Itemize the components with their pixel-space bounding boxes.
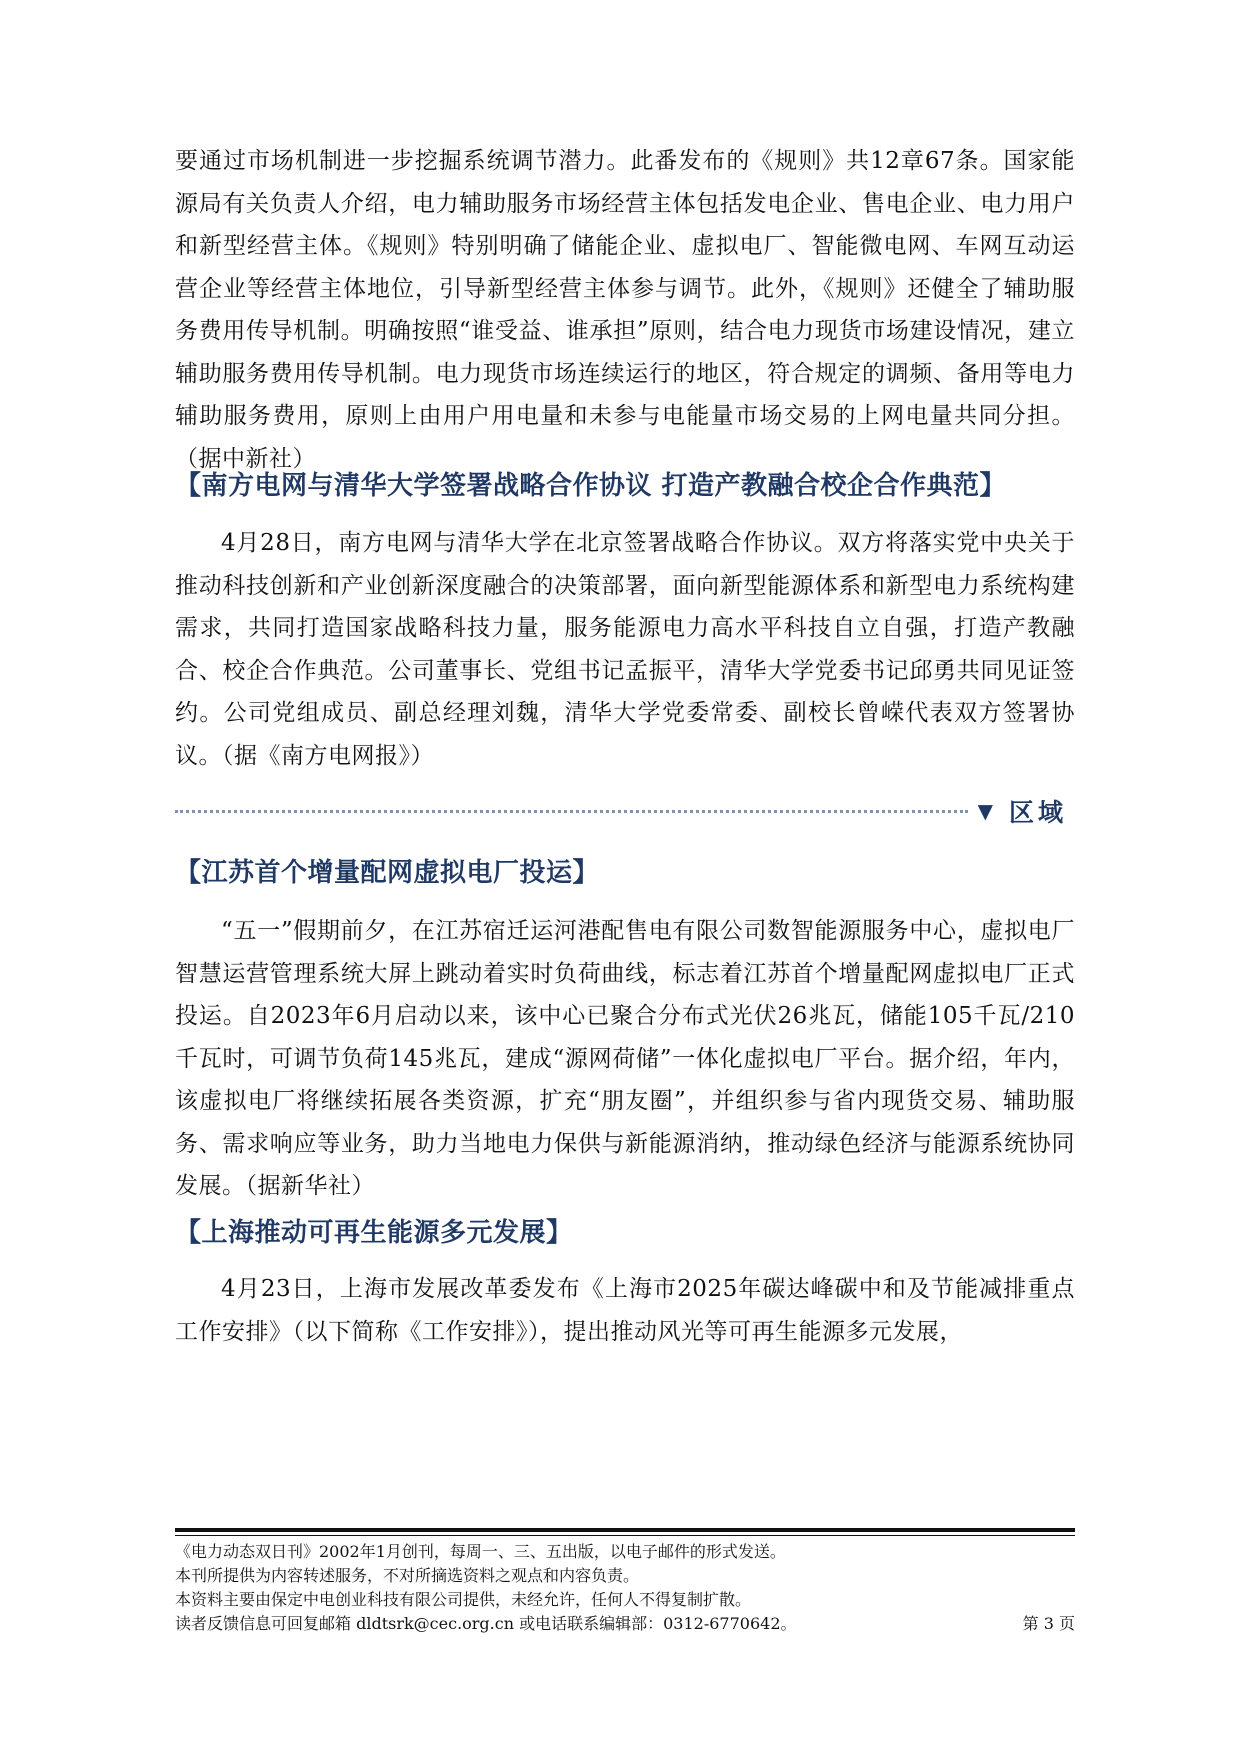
footer-last-row [175, 1612, 1075, 1636]
article-body-jiangsu-vpp: “五一”假期前夕，在江苏宿迁运河港配售电有限公司数智能源服务中心，虚拟电厂智慧运营管理系统大屏上跳动着实时负荷曲线，标志着江苏首个增量配网虚拟电厂正式投运。自2023年6月启动以来，该中心已聚合分布式光伏26兆瓦，储能105千瓦/210千瓦时，可调节负荷145兆瓦，建成“源网荷储”一体化虚拟电厂平台。据介绍，年内，该虚拟电厂将继续拓展各类资源，扩充“朋友圈”，并组织参与省内现货交易、辅助服务、需求响应等业务，助力当地电力保供与新能源消纳，推动绿色经济与能源系统协同发展。（据新华社） [175, 918, 1075, 1199]
footer-line-contact: 读者反馈信息可回复邮箱 dldtsrk@cec.org.cn 或电话联系编辑部：0312-6770642。 [175, 1614, 797, 1633]
footer-divider-thick [175, 1528, 1075, 1532]
article-body-csg-tsinghua: 4月28日，南方电网与清华大学在北京签署战略合作协议。双方将落实党中央关于推动科技创新和产业创新深度融合的决策部署，面向新型能源体系和新型电力系统构建需求，共同打造国家战略科技力量，服务能源电力高水平科技自立自强，打造产教融合、校企合作典范。公司董事长、党组书记孟振平，清华大学党委书记邱勇共同见证签约。公司党组成员、副总经理刘魏，清华大学党委常委、副校长曾嵘代表双方签署协议。（据《南方电网报》） [175, 530, 1075, 769]
section-label: 区域 [1008, 798, 1067, 827]
article-title-shanghai-renewable: 【上海推动可再生能源多元发展】 [175, 1218, 573, 1248]
dotted-rule [175, 810, 968, 813]
article-title-csg-tsinghua: 【南方电网与清华大学签署战略合作协议 打造产教融合校企合作典范】 [175, 471, 1007, 501]
section-divider-region [175, 794, 1075, 828]
footer-divider-thin [175, 1535, 1075, 1536]
footer-line-copyright: 本资料主要由保定中电创业科技有限公司提供，未经允许，任何人不得复制扩散。 [175, 1590, 752, 1609]
article-body-shanghai-renewable: 4月23日，上海市发展改革委发布《上海市2025年碳达峰碳中和及节能减排重点工作安排》（以下简称《工作安排》），提出推动风光等可再生能源多元发展， [175, 1276, 1075, 1345]
page-footer [175, 1540, 1075, 1636]
footer-line-publication: 《电力动态双日刊》2002年1月创刊，每周一、三、五出版，以电子邮件的形式发送。 [175, 1542, 786, 1561]
triangle-down-icon: ▼ [977, 799, 993, 823]
footer-line-disclaimer: 本刊所提供为内容转述服务，不对所摘选资料之观点和内容负责。 [175, 1566, 640, 1585]
paragraph-regulation-continued: 要通过市场机制进一步挖掘系统调节潜力。此番发布的《规则》共12章67条。国家能源局有关负责人介绍，电力辅助服务市场经营主体包括发电企业、售电企业、电力用户和新型经营主体。《规则》特别明确了储能企业、虚拟电厂、智能微电网、车网互动运营企业等经营主体地位，引导新型经营主体参与调节。此外，《规则》还健全了辅助服务费用传导机制。明确按照“谁受益、谁承担”原则，结合电力现货市场建设情况，建立辅助服务费用传导机制。电力现货市场连续运行的地区，符合规定的调频、备用等电力辅助服务费用，原则上由用户用电量和未参与电能量市场交易的上网电量共同分担。（据中新社） [175, 148, 1075, 472]
article-title-jiangsu-vpp: 【江苏首个增量配网虚拟电厂投运】 [175, 858, 600, 888]
page-number: 第 3 页 [1022, 1614, 1075, 1633]
